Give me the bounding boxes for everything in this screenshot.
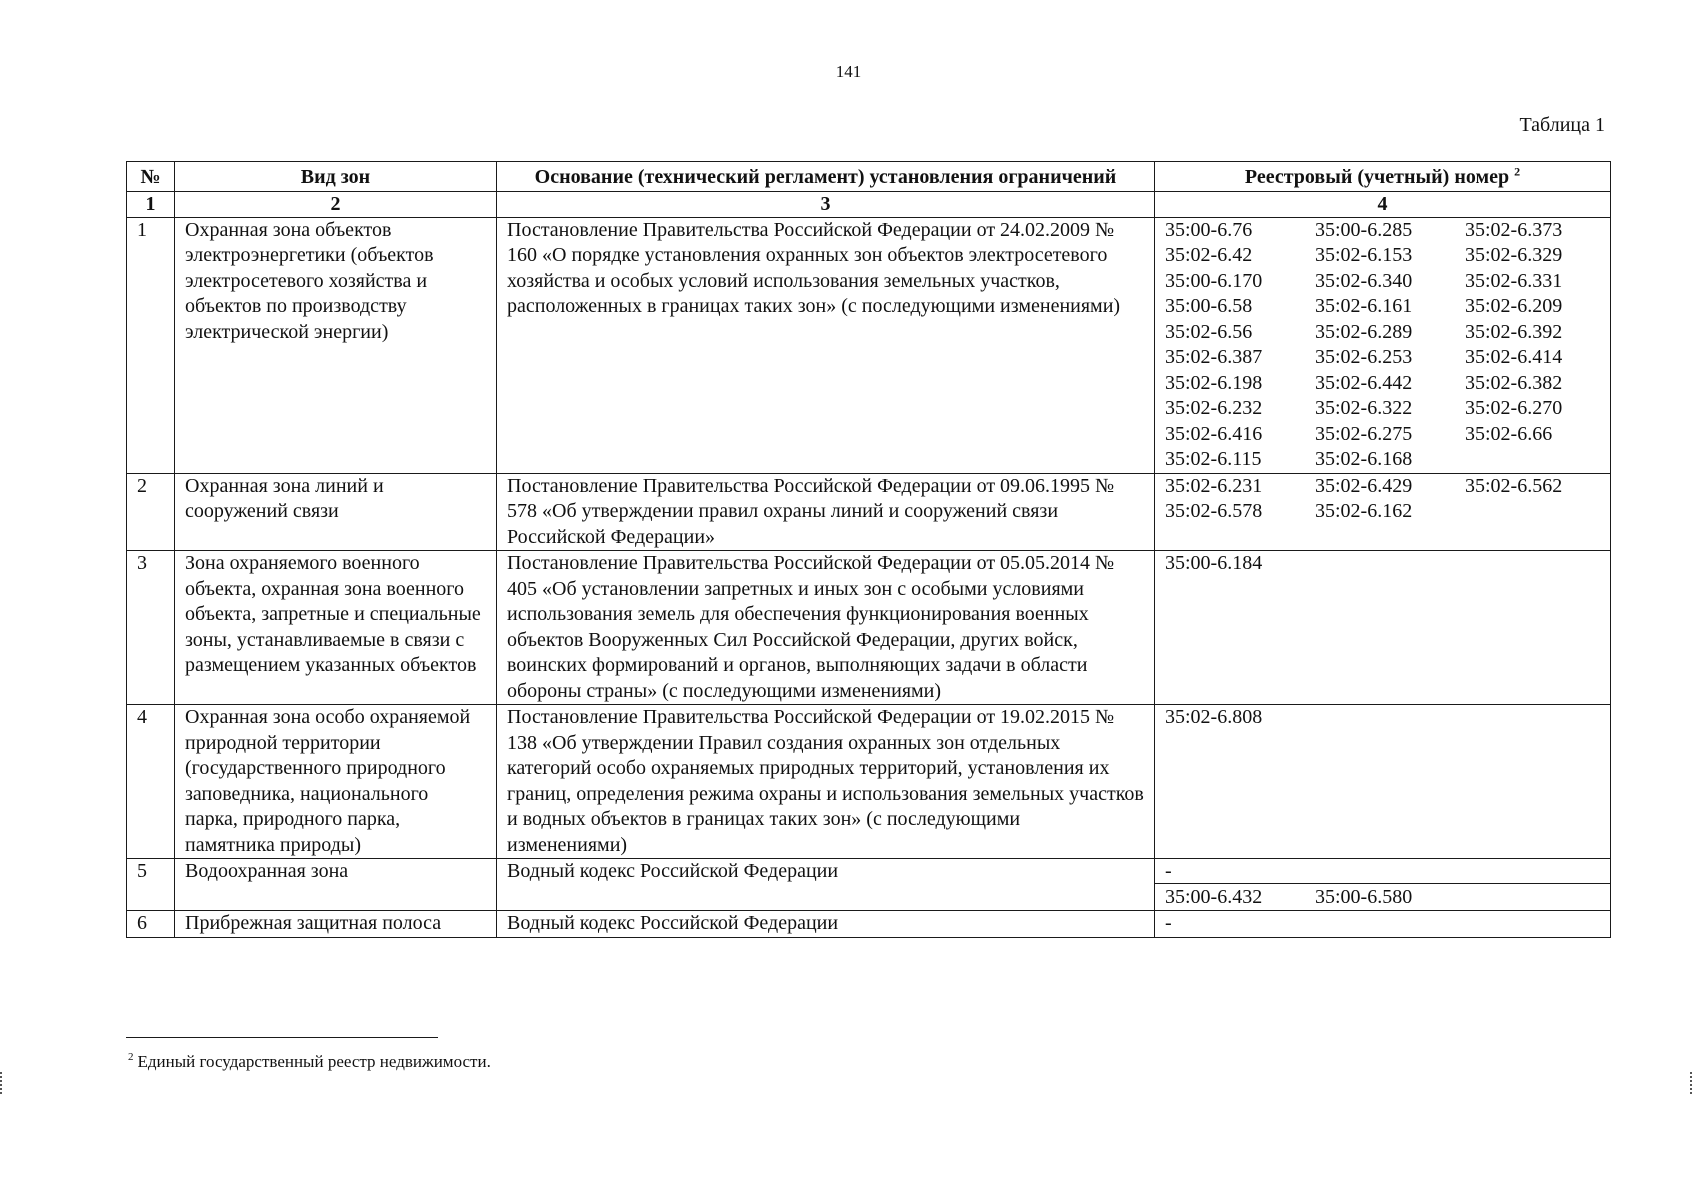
zones-table: [126, 161, 1611, 938]
registry-number: 35:02-6.56: [1165, 320, 1253, 343]
basis-cell: Постановление Правительства Российской Федерации от 19.02.2015 № 138 «Об утверждении Правил создания охранных зон отдельных категорий особо охраняемых природных территорий, установления их границ, определения режима охраны и использования земельных участков и водных объектов в границах таких зон» (с последующими изменениями): [497, 705, 1155, 859]
table-row: [127, 705, 1611, 859]
registry-number: 35:02-6.275: [1315, 422, 1413, 445]
registry-number: 35:02-6.42: [1165, 244, 1253, 266]
registry-number: 35:00-6.184: [1165, 552, 1263, 574]
registry-grid: [1165, 884, 1600, 910]
registry-number: 35:00-6.580: [1315, 886, 1413, 908]
scan-edge-mark-left: [0, 1072, 5, 1094]
registry-number: 35:02-6.578: [1165, 500, 1263, 522]
basis-cell: Постановление Правительства Российской Федерации от 09.06.1995 № 578 «Об утверждении правил охраны линий и сооружений связи Российской Федерации»: [497, 473, 1155, 551]
scan-edge-mark-right: [1690, 1072, 1695, 1094]
column-number-2: 2: [175, 191, 497, 217]
registry-number: 35:00-6.285: [1315, 218, 1413, 241]
registry-number: 35:02-6.382: [1465, 371, 1563, 394]
registry-number: 35:02-6.329: [1465, 244, 1563, 266]
registry-number: 35:02-6.808: [1165, 706, 1263, 728]
registry-number: 35:02-6.66: [1465, 422, 1553, 445]
row-number: 2: [127, 473, 175, 551]
row-number: 1: [127, 217, 175, 473]
row-number: 5: [127, 859, 175, 911]
header-footnote-ref: 2: [1514, 164, 1521, 179]
registry-number: 35:00-6.58: [1165, 295, 1253, 317]
registry-cell: [1155, 859, 1611, 911]
registry-number: 35:00-6.76: [1165, 218, 1253, 241]
basis-cell: Постановление Правительства Российской Федерации от 24.02.2009 № 160 «О порядке установления охранных зон объектов электросетевого хозяйства и особых условий использования земельных участков, расположенных в границах таких зон» (с последующими изменениями): [497, 217, 1155, 473]
row-number: 6: [127, 911, 175, 938]
column-number-row: [127, 191, 1611, 217]
registry-number: 35:00-6.432: [1165, 886, 1263, 908]
registry-cell: [1155, 217, 1611, 473]
footnote-text: Единый государственный реестр недвижимости.: [137, 1052, 491, 1071]
registry-number: 35:02-6.340: [1315, 269, 1413, 292]
registry-number: 35:02-6.168: [1315, 448, 1413, 470]
registry-number: 35:02-6.153: [1315, 244, 1413, 266]
registry-number: 35:02-6.429: [1315, 474, 1413, 497]
zone-type-cell: Зона охраняемого военного объекта, охранная зона военного объекта, запретные и специальные зоны, устанавливаемые в связи с размещением указанных объектов: [175, 551, 497, 705]
basis-cell: Водный кодекс Российской Федерации: [497, 911, 1155, 938]
zone-type-cell: Охранная зона особо охраняемой природной территории (государственного природного заповедника, национального парка, природного парка, памятника природы): [175, 705, 497, 859]
registry-cell: [1155, 705, 1611, 859]
table-row: [127, 859, 1611, 911]
registry-number: 35:02-6.115: [1165, 448, 1262, 470]
registry-number: 35:02-6.289: [1315, 320, 1413, 343]
registry-number: 35:02-6.562: [1465, 474, 1563, 497]
registry-number: 35:02-6.373: [1465, 218, 1563, 241]
registry-number: 35:02-6.387: [1165, 346, 1263, 368]
registry-number: 35:02-6.162: [1315, 500, 1413, 522]
registry-list: [1165, 474, 1600, 525]
page-number: 141: [835, 62, 862, 81]
registry-number: 35:02-6.331: [1465, 269, 1563, 292]
zone-type-cell: Охранная зона линий и сооружений связи: [175, 473, 497, 551]
registry-number: 35:02-6.231: [1165, 474, 1263, 497]
zone-type-cell: Охранная зона объектов электроэнергетики (объектов электросетевого хозяйства и объектов по производству электрической энергии): [175, 217, 497, 473]
registry-number: 35:02-6.161: [1315, 295, 1413, 317]
header-row: [127, 162, 1611, 192]
table-row: [127, 551, 1611, 705]
zone-type-cell: Прибрежная защитная полоса: [175, 911, 497, 938]
row-number: 4: [127, 705, 175, 859]
header-registry-label: Реестровый (учетный) номер: [1244, 166, 1510, 188]
registry-number: 35:02-6.270: [1465, 397, 1563, 419]
header-number: №: [127, 162, 175, 192]
column-number-3: 3: [497, 191, 1155, 217]
table-row: [127, 473, 1611, 551]
header-zone-type: Вид зон: [175, 162, 497, 192]
zone-type-cell: Водоохранная зона: [175, 859, 497, 911]
registry-number: 35:02-6.416: [1165, 422, 1263, 445]
registry-number: 35:02-6.442: [1315, 371, 1413, 394]
registry-cell: [1155, 911, 1611, 938]
registry-list: [1165, 218, 1600, 473]
registry-number: 35:02-6.392: [1465, 320, 1563, 343]
registry-dash: -: [1155, 859, 1610, 884]
registry-number: 35:02-6.322: [1315, 397, 1413, 419]
table-row: [127, 911, 1611, 938]
basis-cell: Водный кодекс Российской Федерации: [497, 859, 1155, 911]
registry-cell: [1155, 551, 1611, 705]
registry-list: [1155, 884, 1610, 910]
registry-number: 35:02-6.198: [1165, 371, 1263, 394]
registry-dash: -: [1165, 912, 1172, 934]
header-registry: [1155, 162, 1611, 192]
basis-cell: Постановление Правительства Российской Федерации от 05.05.2014 № 405 «Об установлении запретных и иных зон с особыми условиями использования земель для обеспечения функционирования военных объектов Вооруженных Сил Российской Федерации, других войск, воинских формирований и органов, выполняющих задачи в области обороны страны» (с последующими изменениями): [497, 551, 1155, 705]
footnote: [128, 1052, 491, 1072]
header-basis: Основание (технический регламент) установления ограничений: [497, 162, 1155, 192]
registry-number: 35:02-6.414: [1465, 346, 1563, 368]
column-number-1: 1: [127, 191, 175, 217]
table-caption: Таблица 1: [1519, 114, 1605, 136]
row-number: 3: [127, 551, 175, 705]
column-number-4: 4: [1155, 191, 1611, 217]
footnote-divider: [126, 1037, 438, 1038]
registry-number: 35:02-6.253: [1315, 346, 1413, 368]
registry-number: 35:02-6.209: [1465, 295, 1563, 317]
registry-number: 35:02-6.232: [1165, 397, 1263, 419]
footnote-ref: 2: [128, 1051, 134, 1064]
table-row: [127, 217, 1611, 473]
registry-cell: [1155, 473, 1611, 551]
registry-number: 35:00-6.170: [1165, 269, 1263, 292]
